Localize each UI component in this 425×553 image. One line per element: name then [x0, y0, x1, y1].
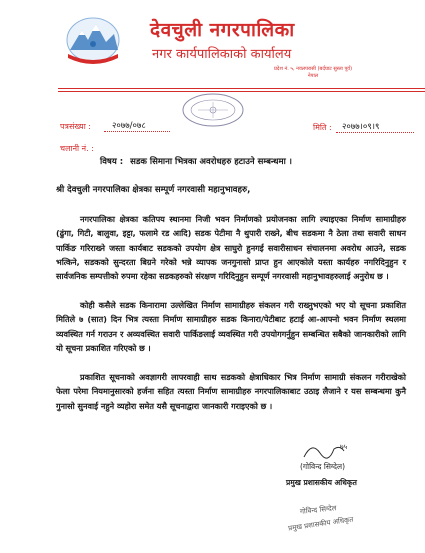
paragraph-text: कोही कसैले सडक किनारामा उल्लेखित निर्माण सामाग्रीहरु संकलन गरी राख्नुभएको भए यो सूचना प्रकाशित मितिले ७ (सात) दिन भित्र त्यस्ता निर्माण सामाग्रीहरु सडक किनारा/पेटीबाट हटाई आ-आफ्नो भवन निर्माण स्थलमा व्यवस्थित गर्न गराउन र अव्यवस्थित सवारी पार्किङलाई व्यवस्थित गरी उपयोगगर्नुहुन सम्बन्धित सबैको जानकारीको लागि यो सूचना प्रकाशित गरिएको छ । — [56, 300, 406, 353]
signatory-title: प्रमुख प्रशासकीय अधिकृत — [286, 478, 357, 487]
body-paragraph-2 — [56, 298, 406, 355]
date-dotline — [336, 132, 414, 133]
date-value: २०७७।०९।९ — [342, 122, 380, 132]
ref-label: पत्रसंख्या : — [60, 122, 91, 131]
dispatch-label: चलानी नं. : — [60, 144, 94, 153]
signature-stamp-title: प्रमुख प्रशासकीय अधिकृत — [287, 515, 354, 533]
subject-line — [100, 156, 400, 167]
paragraph-text: नगरपालिका क्षेत्रका कतिपय स्थानमा निजी भवन निर्माणको प्रयोजनका लागि ल्याइएका निर्माण सामाग्रीहरु (ढुंगा, गिटी, बालुवा, इट्टा, फलामे रड आदि) सडक पेटीमा नै थुपारी राख्ने, बीच सडकमा नै ठेला तथा सवारी साधन पार्किङ गरिराख्ने जस्ता कार्यबाट सडकको उपयोग क्षेत्र साघुरो हुनगई सवारीसाधन संचालनमा अवरोध आउने, सडक भत्किने, सडकको सुन्दरता बिग्रने गरेको भन्ने व्यापक जनगुनासो प्राप्त हुन आएकोले यस्ता कार्यहरु नगरिदिनुहुन र सार्वजनिक सम्पत्तीको रुपमा रहेका सडकहरुको संरक्षण गरिदिनुहुन सम्पूर्ण नगरवासी महानुभावहरुलाई अनुरोध छ । — [56, 214, 406, 282]
signature-scribble — [300, 437, 360, 465]
paragraph-text: प्रकाशित सूचनाको अवज्ञागरी लापरवाही साथ सडकको क्षेत्राधिकार भित्र निर्माण सामाग्री संकलन गरीराखेको फेला परेमा नियमानुसारको हर्जना सहित त्यस्ता निर्माण सामाग्रीहरु नगरपालिकाबाट उठाइ लैजाने र यस सम्बन्धमा कुनै गुनासो सुनवाई नहुने व्यहोरा समेत यसै सूचनाद्वारा जानकारी गराइएको छ । — [56, 372, 406, 411]
subject-label: विषय : — [100, 157, 124, 167]
nepal-emblem-icon — [64, 14, 122, 66]
body-paragraph-1 — [56, 212, 406, 283]
body-paragraph-3 — [56, 370, 406, 413]
office-address — [208, 66, 418, 80]
subject-text: सडक सिमाना भित्रका अवरोधहरु हटाउने सम्बन्धमा । — [130, 157, 292, 167]
signature-date: ७५ — [340, 443, 348, 451]
office-name: देवचुली नगरपालिका — [150, 19, 295, 41]
signature-stamp-name: गोविन्द सिग्देल — [299, 504, 337, 516]
ref-dotline — [104, 131, 170, 132]
ref-value: २०७७/०७८ — [112, 121, 146, 131]
salutation: श्री देवचुली नगरपालिका क्षेत्रका सम्पूर्ण नगरवासी महानुभावहरु, — [56, 185, 251, 195]
address-line-1: प्रदेश नं. ५, नवलपरासी (बर्दघाट सुस्ता पूर्व) — [273, 66, 353, 72]
date-label: मिति : — [313, 123, 332, 132]
signatory-name: (गोविन्द सिग्देल) — [300, 462, 346, 471]
letterhead-divider — [58, 88, 425, 89]
office-subtitle: नगर कार्यपालिकाको कार्यालय — [152, 47, 292, 62]
office-seal-stamp — [178, 90, 248, 130]
address-line-2: नेपाल — [307, 73, 319, 79]
